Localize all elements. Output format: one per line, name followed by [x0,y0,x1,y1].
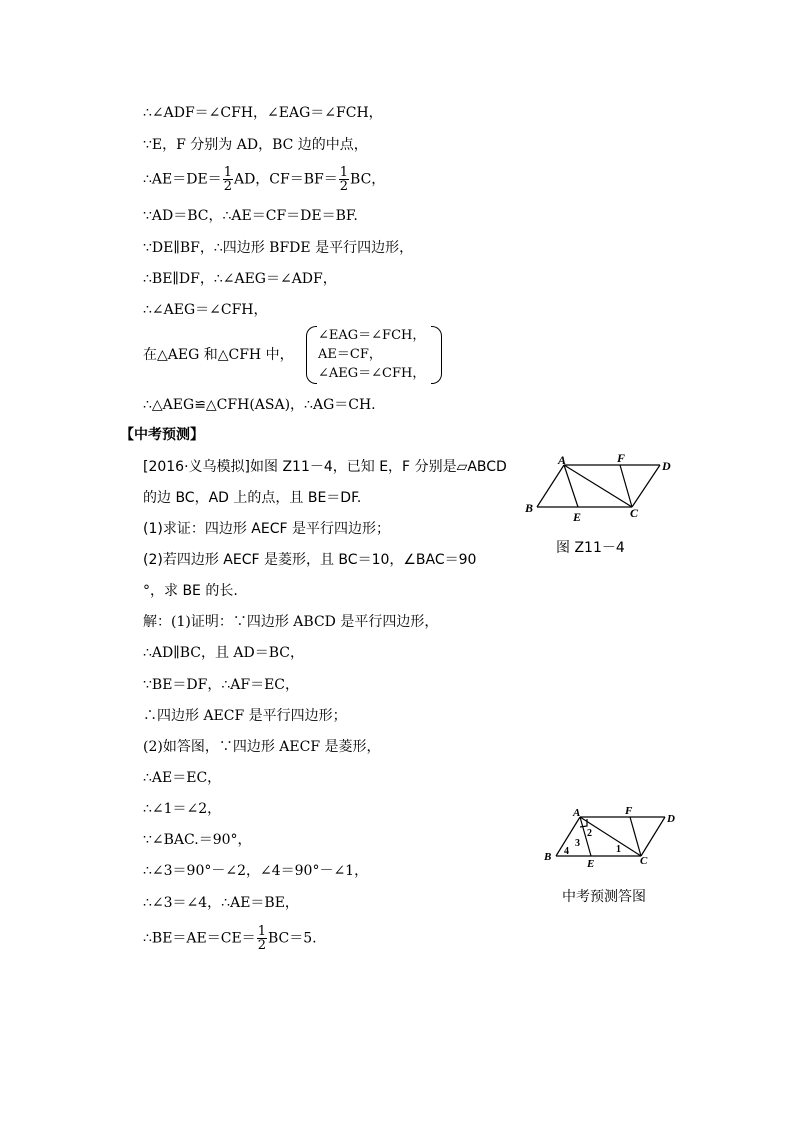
proof-step-9: ∴△AEG≌△CFH(ASA)，∴AG＝CH. [143,397,376,413]
solution-line-5: (2)如答图，∵四边形 AECF 是菱形， [143,739,381,755]
label-f: F [617,451,626,465]
proof-step-8: 在△AEG 和△CFH 中， [143,347,294,363]
fraction-numerator: 1 [223,165,232,180]
label-f: F [625,805,633,817]
proof-step-2: ∵E，F 分别为 AD，BC 边的中点， [143,137,368,153]
label-b: B [544,851,552,863]
solution-line-11-part-a: ∴BE＝AE＝CE＝ [143,930,256,947]
solution-line-10: ∴∠3＝∠4，∴AE＝BE， [143,895,299,911]
angle-label-1: 1 [616,844,621,855]
proof-step-3 [143,166,385,193]
label-e: E [573,510,582,524]
solution-line-8: ∵∠BAC.＝90°， [143,832,252,848]
fraction-denominator: 2 [257,938,266,953]
section-title: 【中考预测】 [120,427,204,443]
system-row-2: AE＝CF， [318,347,382,362]
fraction-half [223,166,233,193]
fraction-numerator: 1 [339,165,349,180]
problem-line-3: (1)求证：四边形 AECF 是平行四边形； [143,521,390,537]
label-c: C [630,506,639,520]
figure-caption-2: 中考预测答图 [562,889,646,905]
problem-line-4: (2)若四边形 AECF 是菱形，且 BC＝10，∠BAC＝90 [143,552,477,568]
label-a: A [558,453,567,467]
label-b: B [525,501,534,515]
problem-line-1: [2016·义乌模拟]如图 Z11－4，已知 E，F 分别是▱ABCD [143,459,507,475]
solution-line-11 [143,925,317,952]
edge-cd [632,465,660,507]
left-brace [306,326,317,384]
proof-step-7: ∴∠AEG＝∠CFH， [143,302,268,318]
label-e: E [587,858,595,870]
solution-line-4: ∴四边形 AECF 是平行四边形； [143,708,347,724]
label-a: A [573,807,581,819]
angle-label-4: 4 [564,846,569,857]
proof-step-5: ∵DE∥BF，∴四边形 BFDE 是平行四边形， [143,240,414,256]
fraction-denominator: 2 [223,179,232,194]
figure-caption-1: 图 Z11－4 [556,540,625,556]
problem-line-2: 的边 BC，AD 上的点，且 BE＝DF. [143,490,362,506]
solution-line-3: ∵BE＝DF，∴AF＝EC， [143,677,300,693]
angle-label-3: 3 [575,838,580,849]
proof-step-3-part-c: BC， [350,171,386,188]
solution-line-6: ∴AE＝EC， [143,770,222,786]
label-c: C [640,855,648,867]
edge-ae [564,465,578,507]
system-row-1: ∠EAG＝∠FCH， [318,328,426,343]
figure-z11-4 [520,448,680,528]
edge-ab [537,465,564,507]
fraction-denominator: 2 [339,179,349,194]
fraction-half [339,166,349,193]
proof-step-3-part-b: AD，CF＝BF＝ [233,171,338,188]
proof-step-1: ∴∠ADF＝∠CFH，∠EAG＝∠FCH， [143,105,383,121]
solution-line-11-part-b: BC＝5. [267,930,317,947]
proof-step-3-part-a: ∴AE＝DE＝ [143,171,222,188]
answer-figure [535,800,685,870]
right-brace [431,326,442,384]
angle-label-2: 2 [587,828,592,839]
solution-line-9: ∴∠3＝90°－∠2，∠4＝90°－∠1， [143,863,369,879]
proof-step-4: ∵AD＝BC，∴AE＝CF＝DE＝BF. [143,208,358,224]
problem-line-5: °，求 BE 的长. [143,583,238,599]
solution-line-7: ∴∠1＝∠2， [143,801,222,817]
solution-line-1: 解：(1)证明：∵四边形 ABCD 是平行四边形， [143,614,439,630]
fraction-half [257,925,267,952]
edge-cd [641,817,665,856]
equation-system [306,326,442,384]
system-row-3: ∠AEG＝∠CFH， [318,366,426,381]
label-d: D [662,459,671,473]
label-d: D [667,813,675,825]
fraction-numerator: 1 [257,924,266,939]
solution-line-2: ∴AD∥BC，且 AD＝BC， [143,645,305,661]
proof-step-6: ∴BE∥DF，∴∠AEG＝∠ADF， [143,271,337,287]
